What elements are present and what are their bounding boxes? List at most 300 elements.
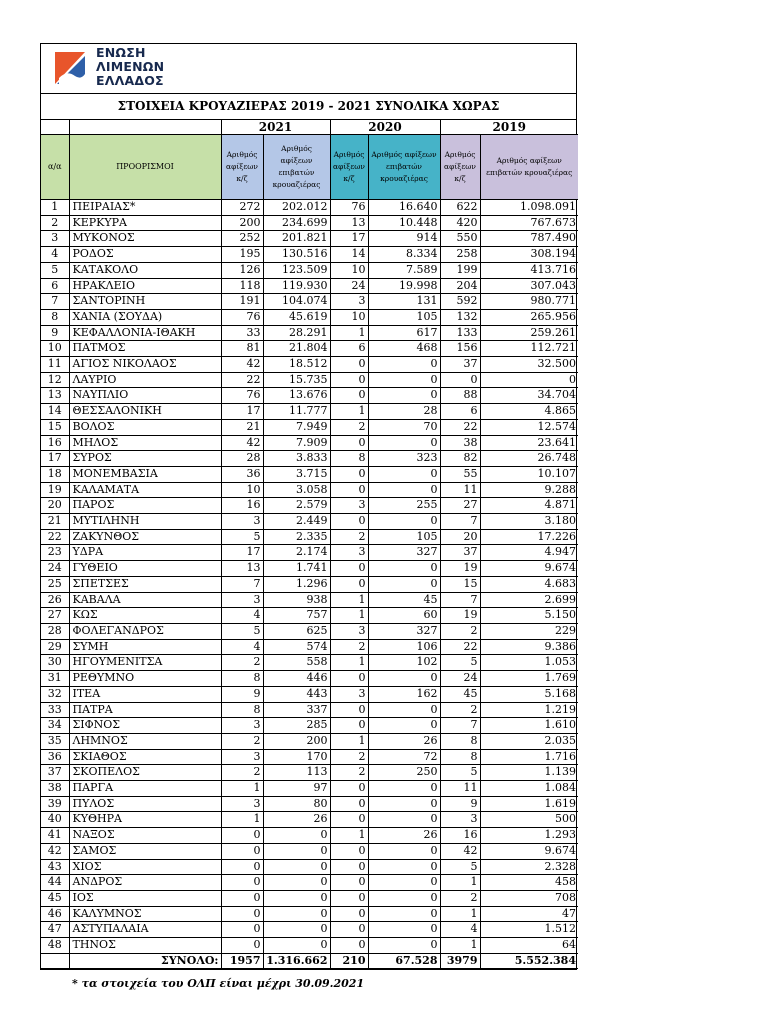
arrivals-2020: 2 — [330, 639, 368, 655]
arrivals-2021: 21 — [221, 419, 263, 435]
total-2021-passengers: 1.316.662 — [263, 953, 330, 969]
passengers-2020: 0 — [368, 514, 440, 530]
row-index: 38 — [41, 781, 69, 797]
arrivals-2019: 82 — [440, 451, 480, 467]
arrivals-2020: 0 — [330, 938, 368, 954]
table-row — [41, 231, 578, 247]
row-index: 3 — [41, 231, 69, 247]
passengers-2019: 1.098.091 — [480, 200, 578, 216]
arrivals-2021: 3 — [221, 796, 263, 812]
passengers-2021: 285 — [263, 718, 330, 734]
col-2020-arrivals: Αριθμός αφίξεων κ/ζ — [330, 135, 368, 200]
arrivals-2019: 1 — [440, 875, 480, 891]
table-row — [41, 561, 578, 577]
passengers-2019: 10.107 — [480, 466, 578, 482]
passengers-2019: 1.716 — [480, 749, 578, 765]
passengers-2020: 0 — [368, 466, 440, 482]
logo-row — [41, 44, 576, 94]
passengers-2019: 1.219 — [480, 702, 578, 718]
arrivals-2019: 156 — [440, 341, 480, 357]
row-index: 18 — [41, 466, 69, 482]
passengers-2021: 7.949 — [263, 419, 330, 435]
arrivals-2021: 22 — [221, 372, 263, 388]
arrivals-2020: 3 — [330, 686, 368, 702]
passengers-2021: 574 — [263, 639, 330, 655]
table-row — [41, 812, 578, 828]
destination-name: ΣΠΕΤΣΕΣ — [69, 576, 221, 592]
passengers-2020: 617 — [368, 325, 440, 341]
arrivals-2021: 4 — [221, 639, 263, 655]
passengers-2019: 413.716 — [480, 262, 578, 278]
arrivals-2021: 7 — [221, 576, 263, 592]
row-index: 28 — [41, 623, 69, 639]
arrivals-2020: 0 — [330, 466, 368, 482]
passengers-2020: 16.640 — [368, 200, 440, 216]
passengers-2021: 0 — [263, 859, 330, 875]
arrivals-2020: 24 — [330, 278, 368, 294]
logo-text — [96, 46, 164, 88]
arrivals-2020: 1 — [330, 733, 368, 749]
arrivals-2019: 27 — [440, 498, 480, 514]
row-index: 1 — [41, 200, 69, 216]
arrivals-2020: 76 — [330, 200, 368, 216]
passengers-2021: 938 — [263, 592, 330, 608]
row-index: 40 — [41, 812, 69, 828]
passengers-2019: 47 — [480, 906, 578, 922]
passengers-2021: 113 — [263, 765, 330, 781]
destination-name: ΚΕΡΚΥΡΑ — [69, 215, 221, 231]
arrivals-2020: 3 — [330, 623, 368, 639]
row-index: 35 — [41, 733, 69, 749]
arrivals-2019: 11 — [440, 482, 480, 498]
row-index: 43 — [41, 859, 69, 875]
row-index: 9 — [41, 325, 69, 341]
arrivals-2019: 622 — [440, 200, 480, 216]
arrivals-2021: 195 — [221, 247, 263, 263]
passengers-2020: 26 — [368, 828, 440, 844]
table-row — [41, 482, 578, 498]
passengers-2020: 0 — [368, 702, 440, 718]
arrivals-2020: 14 — [330, 247, 368, 263]
arrivals-2020: 0 — [330, 890, 368, 906]
destination-name: ΣΚΟΠΕΛΟΣ — [69, 765, 221, 781]
logo-line-3: ΕΛΛΑΔΟΣ — [96, 73, 164, 88]
blank-cell — [41, 120, 69, 135]
table-row — [41, 592, 578, 608]
arrivals-2019: 38 — [440, 435, 480, 451]
passengers-2020: 0 — [368, 561, 440, 577]
arrivals-2020: 0 — [330, 372, 368, 388]
row-index: 31 — [41, 671, 69, 687]
arrivals-2019: 9 — [440, 796, 480, 812]
passengers-2019: 1.610 — [480, 718, 578, 734]
footnote: * τα στοιχεία του ΟΛΠ είναι μέχρι 30.09.2021 — [72, 977, 365, 990]
col-destination: ΠΡΟΟΡΙΣΜΟΙ — [69, 135, 221, 200]
passengers-2021: 7.909 — [263, 435, 330, 451]
total-blank — [41, 953, 69, 969]
passengers-2021: 443 — [263, 686, 330, 702]
passengers-2021: 123.509 — [263, 262, 330, 278]
arrivals-2020: 0 — [330, 482, 368, 498]
destination-name: ΙΟΣ — [69, 890, 221, 906]
passengers-2019: 5.168 — [480, 686, 578, 702]
destination-name: ΙΤΕΑ — [69, 686, 221, 702]
table-row — [41, 623, 578, 639]
passengers-2019: 1.512 — [480, 922, 578, 938]
passengers-2019: 4.947 — [480, 545, 578, 561]
arrivals-2020: 10 — [330, 262, 368, 278]
arrivals-2019: 22 — [440, 639, 480, 655]
destination-name: ΣΥΡΟΣ — [69, 451, 221, 467]
destination-name: ΚΕΦΑΛΛΟΝΙΑ-ΙΘΑΚΗ — [69, 325, 221, 341]
arrivals-2020: 0 — [330, 718, 368, 734]
passengers-2020: 8.334 — [368, 247, 440, 263]
arrivals-2019: 420 — [440, 215, 480, 231]
destination-name: ΣΑΝΤΟΡΙΝΗ — [69, 294, 221, 310]
arrivals-2020: 1 — [330, 592, 368, 608]
passengers-2021: 170 — [263, 749, 330, 765]
cruise-stats-table — [41, 120, 578, 969]
col-aa: α/α — [41, 135, 69, 200]
arrivals-2019: 258 — [440, 247, 480, 263]
passengers-2019: 64 — [480, 938, 578, 954]
arrivals-2020: 10 — [330, 309, 368, 325]
arrivals-2019: 7 — [440, 592, 480, 608]
arrivals-2019: 55 — [440, 466, 480, 482]
passengers-2020: 162 — [368, 686, 440, 702]
arrivals-2020: 0 — [330, 906, 368, 922]
year-2019: 2019 — [440, 120, 578, 135]
destination-name: ΠΑΡΟΣ — [69, 498, 221, 514]
passengers-2019: 308.194 — [480, 247, 578, 263]
destination-name: ΣΚΙΑΘΟΣ — [69, 749, 221, 765]
arrivals-2021: 33 — [221, 325, 263, 341]
passengers-2021: 202.012 — [263, 200, 330, 216]
table-row — [41, 733, 578, 749]
passengers-2020: 72 — [368, 749, 440, 765]
arrivals-2020: 0 — [330, 514, 368, 530]
destination-name: ΝΑΥΠΛΙΟ — [69, 388, 221, 404]
row-index: 19 — [41, 482, 69, 498]
row-index: 15 — [41, 419, 69, 435]
passengers-2020: 28 — [368, 404, 440, 420]
year-header-row — [41, 120, 578, 135]
passengers-2021: 45.619 — [263, 309, 330, 325]
destination-name: ΚΑΤΑΚΟΛΟ — [69, 262, 221, 278]
row-index: 21 — [41, 514, 69, 530]
table-row — [41, 655, 578, 671]
arrivals-2021: 13 — [221, 561, 263, 577]
table-row — [41, 608, 578, 624]
arrivals-2019: 6 — [440, 404, 480, 420]
arrivals-2019: 7 — [440, 514, 480, 530]
row-index: 22 — [41, 529, 69, 545]
row-index: 11 — [41, 357, 69, 373]
destination-name: ΑΝΔΡΟΣ — [69, 875, 221, 891]
passengers-2021: 446 — [263, 671, 330, 687]
table-row — [41, 906, 578, 922]
passengers-2019: 767.673 — [480, 215, 578, 231]
arrivals-2020: 0 — [330, 812, 368, 828]
passengers-2021: 97 — [263, 781, 330, 797]
col-2019-passengers: Αριθμός αφίξεων επιβατών κρουαζιέρας — [480, 135, 578, 200]
row-index: 17 — [41, 451, 69, 467]
row-index: 36 — [41, 749, 69, 765]
passengers-2021: 200 — [263, 733, 330, 749]
arrivals-2019: 1 — [440, 938, 480, 954]
arrivals-2021: 0 — [221, 906, 263, 922]
passengers-2019: 3.180 — [480, 514, 578, 530]
destination-name: ΣΙΦΝΟΣ — [69, 718, 221, 734]
arrivals-2021: 0 — [221, 875, 263, 891]
passengers-2020: 0 — [368, 357, 440, 373]
table-row — [41, 828, 578, 844]
passengers-2021: 2.449 — [263, 514, 330, 530]
col-2020-passengers: Αριθμός αφίξεων επιβατών κρουαζιέρας — [368, 135, 440, 200]
passengers-2021: 0 — [263, 906, 330, 922]
destination-name: ΒΟΛΟΣ — [69, 419, 221, 435]
row-index: 14 — [41, 404, 69, 420]
arrivals-2019: 22 — [440, 419, 480, 435]
arrivals-2020: 0 — [330, 796, 368, 812]
row-index: 30 — [41, 655, 69, 671]
arrivals-2019: 8 — [440, 733, 480, 749]
passengers-2019: 9.674 — [480, 561, 578, 577]
arrivals-2019: 37 — [440, 357, 480, 373]
passengers-2019: 32.500 — [480, 357, 578, 373]
passengers-2021: 15.735 — [263, 372, 330, 388]
passengers-2020: 0 — [368, 796, 440, 812]
passengers-2019: 500 — [480, 812, 578, 828]
passengers-2021: 234.699 — [263, 215, 330, 231]
arrivals-2021: 17 — [221, 404, 263, 420]
arrivals-2021: 1 — [221, 812, 263, 828]
arrivals-2021: 76 — [221, 388, 263, 404]
arrivals-2020: 3 — [330, 294, 368, 310]
arrivals-2021: 8 — [221, 671, 263, 687]
arrivals-2019: 8 — [440, 749, 480, 765]
row-index: 13 — [41, 388, 69, 404]
arrivals-2021: 0 — [221, 922, 263, 938]
arrivals-2021: 28 — [221, 451, 263, 467]
arrivals-2019: 199 — [440, 262, 480, 278]
arrivals-2019: 3 — [440, 812, 480, 828]
arrivals-2019: 5 — [440, 765, 480, 781]
passengers-2021: 0 — [263, 875, 330, 891]
passengers-2019: 5.150 — [480, 608, 578, 624]
arrivals-2021: 0 — [221, 859, 263, 875]
row-index: 47 — [41, 922, 69, 938]
arrivals-2021: 3 — [221, 749, 263, 765]
blank-cell — [69, 120, 221, 135]
table-row — [41, 498, 578, 514]
arrivals-2020: 8 — [330, 451, 368, 467]
passengers-2019: 2.328 — [480, 859, 578, 875]
passengers-2020: 60 — [368, 608, 440, 624]
passengers-2020: 10.448 — [368, 215, 440, 231]
arrivals-2020: 2 — [330, 749, 368, 765]
arrivals-2021: 200 — [221, 215, 263, 231]
arrivals-2019: 20 — [440, 529, 480, 545]
table-row — [41, 922, 578, 938]
arrivals-2019: 7 — [440, 718, 480, 734]
destination-name: ΣΑΜΟΣ — [69, 843, 221, 859]
passengers-2019: 265.956 — [480, 309, 578, 325]
passengers-2020: 105 — [368, 309, 440, 325]
passengers-2020: 0 — [368, 576, 440, 592]
passengers-2019: 458 — [480, 875, 578, 891]
passengers-2021: 201.821 — [263, 231, 330, 247]
table-row — [41, 890, 578, 906]
passengers-2019: 259.261 — [480, 325, 578, 341]
arrivals-2021: 118 — [221, 278, 263, 294]
col-2021-arrivals: Αριθμός αφίξεων κ/ζ — [221, 135, 263, 200]
destination-name: ΑΓΙΟΣ ΝΙΚΟΛΑΟΣ — [69, 357, 221, 373]
passengers-2021: 11.777 — [263, 404, 330, 420]
table-row — [41, 859, 578, 875]
arrivals-2021: 3 — [221, 592, 263, 608]
table-row — [41, 576, 578, 592]
arrivals-2021: 17 — [221, 545, 263, 561]
total-row — [41, 953, 578, 969]
passengers-2021: 1.296 — [263, 576, 330, 592]
arrivals-2021: 2 — [221, 733, 263, 749]
destination-name: ΝΑΞΟΣ — [69, 828, 221, 844]
passengers-2021: 337 — [263, 702, 330, 718]
arrivals-2020: 2 — [330, 765, 368, 781]
arrivals-2020: 17 — [330, 231, 368, 247]
row-index: 5 — [41, 262, 69, 278]
arrivals-2019: 2 — [440, 623, 480, 639]
passengers-2021: 18.512 — [263, 357, 330, 373]
passengers-2020: 0 — [368, 388, 440, 404]
arrivals-2020: 0 — [330, 843, 368, 859]
arrivals-2020: 0 — [330, 781, 368, 797]
passengers-2021: 0 — [263, 828, 330, 844]
destination-name: ΠΑΡΓΑ — [69, 781, 221, 797]
arrivals-2020: 3 — [330, 498, 368, 514]
table-row — [41, 749, 578, 765]
row-index: 6 — [41, 278, 69, 294]
col-2021-passengers: Αριθμός αφίξεων επιβατών κρουαζιέρας — [263, 135, 330, 200]
passengers-2020: 102 — [368, 655, 440, 671]
arrivals-2020: 13 — [330, 215, 368, 231]
arrivals-2020: 0 — [330, 435, 368, 451]
destination-name: ΘΕΣΣΑΛΟΝΙΚΗ — [69, 404, 221, 420]
passengers-2021: 21.804 — [263, 341, 330, 357]
destination-name: ΡΕΘΥΜΝΟ — [69, 671, 221, 687]
table-row — [41, 247, 578, 263]
destination-name: ΡΟΔΟΣ — [69, 247, 221, 263]
logo-line-2: ΛΙΜΕΝΩΝ — [96, 59, 165, 74]
row-index: 29 — [41, 639, 69, 655]
passengers-2019: 4.865 — [480, 404, 578, 420]
arrivals-2020: 0 — [330, 702, 368, 718]
row-index: 25 — [41, 576, 69, 592]
passengers-2021: 3.058 — [263, 482, 330, 498]
passengers-2020: 0 — [368, 671, 440, 687]
destination-name: ΚΩΣ — [69, 608, 221, 624]
passengers-2019: 112.721 — [480, 341, 578, 357]
passengers-2021: 558 — [263, 655, 330, 671]
table-row — [41, 843, 578, 859]
destination-name: ΧΙΟΣ — [69, 859, 221, 875]
destination-name: ΛΗΜΝΟΣ — [69, 733, 221, 749]
passengers-2021: 130.516 — [263, 247, 330, 263]
arrivals-2019: 2 — [440, 890, 480, 906]
table-row — [41, 294, 578, 310]
arrivals-2021: 2 — [221, 655, 263, 671]
table-row — [41, 404, 578, 420]
row-index: 34 — [41, 718, 69, 734]
row-index: 44 — [41, 875, 69, 891]
passengers-2021: 80 — [263, 796, 330, 812]
table-row — [41, 639, 578, 655]
total-2020-passengers: 67.528 — [368, 953, 440, 969]
total-label: ΣΥΝΟΛΟ: — [69, 953, 221, 969]
passengers-2020: 26 — [368, 733, 440, 749]
passengers-2020: 0 — [368, 435, 440, 451]
passengers-2021: 625 — [263, 623, 330, 639]
arrivals-2021: 3 — [221, 718, 263, 734]
passengers-2019: 2.035 — [480, 733, 578, 749]
passengers-2020: 255 — [368, 498, 440, 514]
arrivals-2021: 3 — [221, 514, 263, 530]
table-row — [41, 938, 578, 954]
arrivals-2019: 5 — [440, 859, 480, 875]
destination-name: ΠΕΙΡΑΙΑΣ* — [69, 200, 221, 216]
destination-name: ΜΥΚΟΝΟΣ — [69, 231, 221, 247]
passengers-2019: 1.084 — [480, 781, 578, 797]
passengers-2020: 19.998 — [368, 278, 440, 294]
destination-name: ΣΥΜΗ — [69, 639, 221, 655]
table-row — [41, 309, 578, 325]
row-index: 2 — [41, 215, 69, 231]
passengers-2020: 914 — [368, 231, 440, 247]
arrivals-2021: 0 — [221, 890, 263, 906]
arrivals-2019: 4 — [440, 922, 480, 938]
row-index: 48 — [41, 938, 69, 954]
arrivals-2020: 0 — [330, 671, 368, 687]
passengers-2020: 0 — [368, 812, 440, 828]
passengers-2020: 7.589 — [368, 262, 440, 278]
row-index: 45 — [41, 890, 69, 906]
table-row — [41, 781, 578, 797]
passengers-2021: 0 — [263, 938, 330, 954]
destination-name: ΚΑΒΑΛΑ — [69, 592, 221, 608]
arrivals-2019: 16 — [440, 828, 480, 844]
arrivals-2021: 126 — [221, 262, 263, 278]
passengers-2020: 45 — [368, 592, 440, 608]
arrivals-2021: 0 — [221, 938, 263, 954]
table-row — [41, 435, 578, 451]
passengers-2019: 4.683 — [480, 576, 578, 592]
destination-name: ΜΗΛΟΣ — [69, 435, 221, 451]
year-2021: 2021 — [221, 120, 330, 135]
row-index: 33 — [41, 702, 69, 718]
destination-name: ΜΥΤΙΛΗΝΗ — [69, 514, 221, 530]
table-row — [41, 278, 578, 294]
passengers-2019: 1.619 — [480, 796, 578, 812]
passengers-2020: 0 — [368, 781, 440, 797]
destination-name: ΥΔΡΑ — [69, 545, 221, 561]
arrivals-2020: 3 — [330, 545, 368, 561]
passengers-2021: 1.741 — [263, 561, 330, 577]
arrivals-2020: 6 — [330, 341, 368, 357]
arrivals-2021: 8 — [221, 702, 263, 718]
total-2019-passengers: 5.552.384 — [480, 953, 578, 969]
row-index: 8 — [41, 309, 69, 325]
